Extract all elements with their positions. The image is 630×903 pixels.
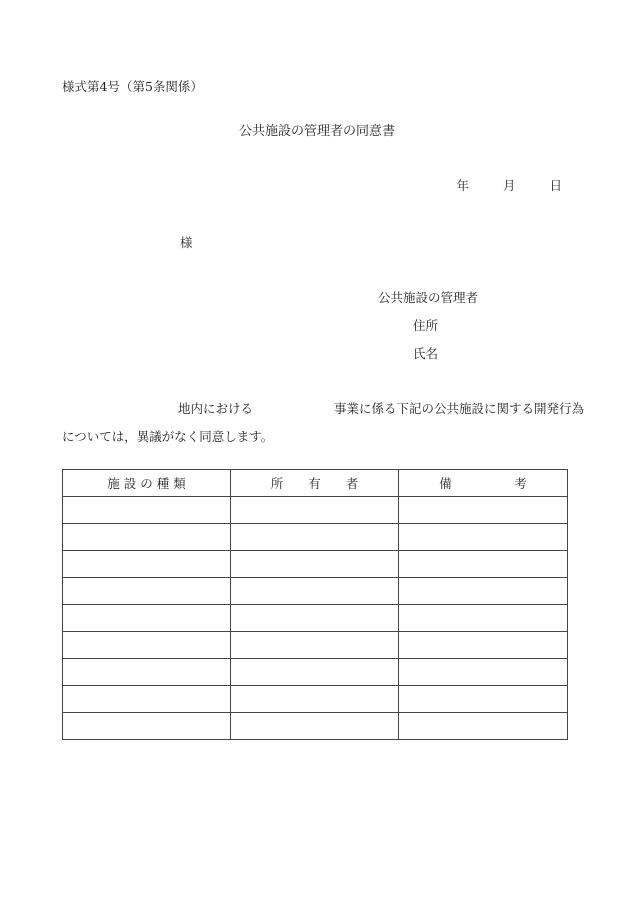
remarks-cell[interactable] [399,605,568,632]
document-title: 公共施設の管理者の同意書 [238,124,395,139]
owner-cell[interactable] [231,632,399,659]
manager-address-label: 住所 [413,318,439,333]
facility-type-cell[interactable] [63,605,231,632]
header-owner: 所 有 者 [231,470,399,497]
facility-type-cell[interactable] [63,497,231,524]
table-body [63,497,568,740]
table-row [63,686,568,713]
remarks-cell[interactable] [399,686,568,713]
remarks-cell[interactable] [399,578,568,605]
owner-cell[interactable] [231,551,399,578]
table-row [63,578,568,605]
body-text-project: 事業に係る下記の公共施設に関する開発行為 [334,401,585,416]
table-row [63,605,568,632]
facilities-table [62,469,568,740]
owner-cell[interactable] [231,605,399,632]
remarks-cell[interactable] [399,497,568,524]
header-facility-type: 施 設 の 種 類 [63,470,231,497]
owner-cell[interactable] [231,686,399,713]
remarks-cell[interactable] [399,632,568,659]
facility-type-cell[interactable] [63,713,231,740]
owner-cell[interactable] [231,524,399,551]
body-text-consent: については，異議がなく同意します。 [62,429,274,444]
date-month-label: 月 [502,178,516,193]
date-line [456,180,562,193]
remarks-cell[interactable] [399,551,568,578]
facility-type-cell[interactable] [63,524,231,551]
owner-cell[interactable] [231,659,399,686]
remarks-cell[interactable] [399,713,568,740]
manager-name-label: 氏名 [413,346,439,361]
remarks-cell[interactable] [399,524,568,551]
table-row [63,632,568,659]
facility-type-cell[interactable] [63,578,231,605]
table-row [63,659,568,686]
table-header-row [63,470,568,497]
form-number: 様式第4号（第5条関係） [62,79,203,94]
table-row [63,713,568,740]
manager-title: 公共施設の管理者 [378,290,479,305]
addressee-suffix: 様 [180,235,193,250]
owner-cell[interactable] [231,497,399,524]
header-remarks: 備 考 [399,470,568,497]
date-year-label: 年 [456,178,469,193]
facility-type-cell[interactable] [63,551,231,578]
owner-cell[interactable] [231,713,399,740]
table-row [63,497,568,524]
facility-type-cell[interactable] [63,632,231,659]
owner-cell[interactable] [231,578,399,605]
table-row [63,524,568,551]
facility-type-cell[interactable] [63,659,231,686]
date-day-label: 日 [549,178,562,193]
remarks-cell[interactable] [399,659,568,686]
facility-type-cell[interactable] [63,686,231,713]
body-text-location: 地内における [178,401,254,416]
table-row [63,551,568,578]
